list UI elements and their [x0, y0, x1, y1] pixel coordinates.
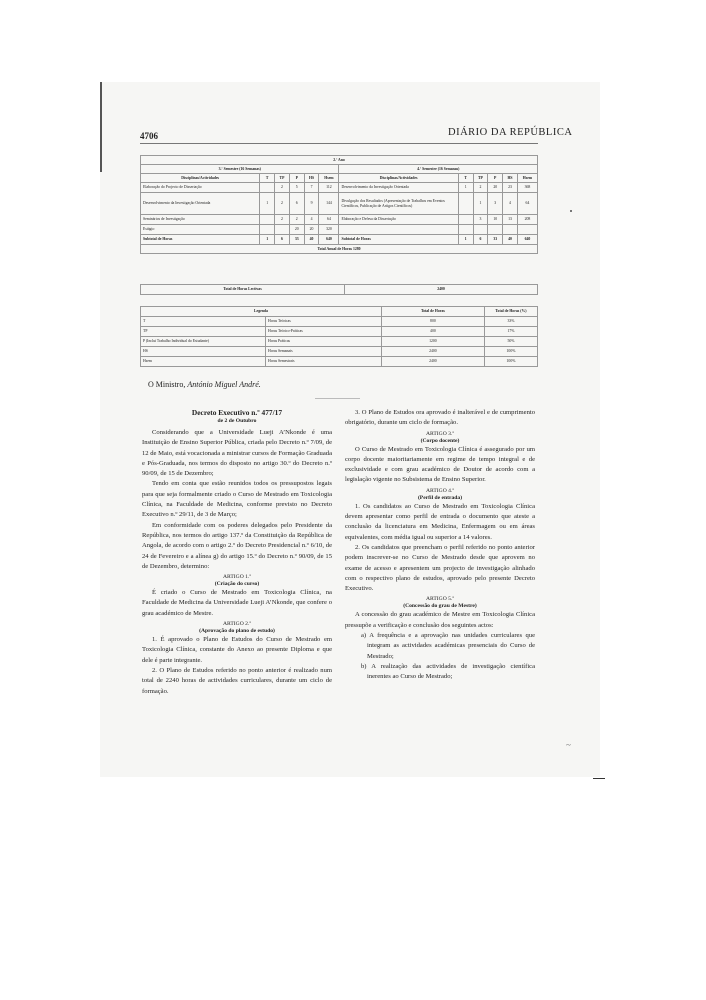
legend-desc: Horas Teóricas	[266, 317, 382, 327]
paragraph: 1. É aprovado o Plano de Estudos do Curso de Mestrado em Toxicologia Clínica, constante do Anexo ao presente Diploma e que dele é parte integrante.	[142, 636, 332, 664]
value-cell: 64	[517, 193, 537, 215]
value-cell: 5	[289, 183, 304, 193]
legend-header: Legenda	[141, 307, 382, 317]
col-header: Disciplinas/Actividades	[141, 174, 260, 183]
paragraph: 2. O Plano de Estudos referido no ponto anterior é realizado num total de 2240 horas de actividades curriculares, durante um ciclo de formação.	[142, 666, 332, 695]
value-cell: 40	[304, 235, 319, 245]
col-header: P	[289, 174, 304, 183]
legend-abbr: T	[141, 317, 266, 327]
discipline-cell: Elaboração do Projecto de Dissertação	[141, 183, 260, 193]
value-cell: 1	[260, 235, 275, 245]
paragraph: Em conformidade com os poderes delegados pelo Presidente da República, nos termos do artigo 137.º da Constituição da República de Angola, de acordo com o artigo 2.º do Decreto Presidencial n.º 6/10, de 24 de Fevereiro e a alínea g) do artigo 15.º do Decreto n.º 90/09, de 15 de Dezembro, determino:	[142, 521, 332, 570]
minister-signoff	[148, 380, 261, 389]
legend-table	[140, 306, 538, 367]
value-cell	[260, 225, 275, 235]
legend-abbr: Hsem	[141, 357, 266, 367]
article-title: (Criação do curso)	[214, 581, 260, 588]
value-cell: 3	[473, 215, 488, 225]
discipline-cell: Divulgação dos Resultados (Apresentação de Trabalhos em Eventos Científicos, Publicação de Artigos Científicos)	[339, 193, 458, 215]
col-header: HS	[304, 174, 319, 183]
article-label: ARTIGO 3.º	[425, 430, 455, 437]
value-cell	[458, 215, 473, 225]
value-cell: 2	[473, 183, 488, 193]
subtotal-label: Subtotal de Horas	[141, 235, 260, 245]
value-cell: 1	[473, 193, 488, 215]
legend-total: 2400	[381, 347, 484, 357]
value-cell	[458, 193, 473, 215]
article-label: ARTIGO 4.º	[425, 487, 455, 494]
legend-header: Total de Horas (%)	[484, 307, 537, 317]
value-cell: 10	[488, 215, 503, 225]
scan-speck: ~	[566, 740, 571, 750]
value-cell: 1	[458, 183, 473, 193]
subtotal-label: Subtotal de Horas	[339, 235, 458, 245]
value-cell: 6	[473, 235, 488, 245]
legend-desc: Horas Semanais	[266, 347, 382, 357]
value-cell: 112	[319, 183, 339, 193]
value-cell	[503, 225, 518, 235]
value-cell	[517, 225, 537, 235]
article-title: (Corpo docente)	[420, 437, 460, 444]
legend-desc: Horas Práticas	[266, 337, 382, 347]
legend-abbr: TP	[141, 327, 266, 337]
paragraph: A concessão do grau académico de Mestre em Toxicologia Clínica pressupõe a verificação e conclusão dos seguintes actos:	[345, 611, 535, 629]
value-cell: 4	[304, 215, 319, 225]
paragraph: O Curso de Mestrado em Toxicologia Clínica é assegurado por um corpo docente maioritariamente em regime de tempo integral e de exclusividade e com grau académico de Doutor de acordo com a legislação vigente no Subsistema de Ensino Superior.	[345, 445, 535, 484]
value-cell: 368	[517, 183, 537, 193]
decree-date: de 2 de Outubro	[217, 418, 257, 424]
legend-total: 1200	[381, 337, 484, 347]
value-cell: 2	[289, 215, 304, 225]
value-cell: 9	[304, 193, 319, 215]
semester-4-title: 4.º Semestre (16 Semanas)	[339, 165, 538, 174]
section-divider	[315, 398, 360, 399]
article-title: (Perfil de entrada)	[417, 494, 463, 501]
value-cell	[260, 183, 275, 193]
discipline-cell: Seminários de Investigação	[141, 215, 260, 225]
text-column-left	[142, 408, 332, 697]
article-title: (Concessão do grau de Mestre)	[403, 603, 477, 610]
discipline-cell: Desenvolvimento da Investigação Orientada	[141, 193, 260, 215]
legend-total: 2400	[381, 357, 484, 367]
value-cell: 13	[503, 215, 518, 225]
legend-abbr: P (Inclui Trabalho Individual do Estudante)	[141, 337, 266, 347]
journal-title: DIÁRIO DA REPÚBLICA	[448, 127, 573, 138]
col-header: Hsem	[319, 174, 339, 183]
paragraph: 3. O Plano de Estudos ora aprovado é inalterável e de cumprimento obrigatório, durante um ciclo de formação.	[345, 409, 535, 427]
value-cell	[473, 225, 488, 235]
total-hours-table	[140, 284, 538, 295]
col-header: T	[260, 174, 275, 183]
discipline-cell: Estágio	[141, 225, 260, 235]
value-cell: 20	[304, 225, 319, 235]
value-cell: 320	[319, 225, 339, 235]
legend-pct: 50%	[484, 337, 537, 347]
col-header: TP	[275, 174, 290, 183]
value-cell: 2	[275, 183, 290, 193]
value-cell: 4	[503, 193, 518, 215]
value-cell	[488, 225, 503, 235]
value-cell: 208	[517, 215, 537, 225]
legend-pct: 17%	[484, 327, 537, 337]
paragraph: É criado o Curso de Mestrado em Toxicologia Clínica, na Faculdade de Medicina da Universidade Lueji A’Nkonde, que confere o grau académico de Mestre.	[142, 589, 332, 617]
value-cell	[275, 225, 290, 235]
semester-3-title: 3.º Semestre (16 Semanas)	[141, 165, 339, 174]
text-column-right	[345, 408, 535, 683]
article-label: ARTIGO 1.º	[222, 574, 252, 581]
value-cell: 6	[289, 193, 304, 215]
value-cell	[458, 225, 473, 235]
value-cell: 2	[275, 193, 290, 215]
value-cell: 33	[488, 235, 503, 245]
annual-total: Total Anual de Horas 1280	[141, 245, 538, 254]
article-label: ARTIGO 2.º	[222, 621, 252, 628]
col-header: HS	[503, 174, 518, 183]
legend-header: Total de Horas	[381, 307, 484, 317]
minister-name: António Miguel André.	[187, 380, 261, 389]
paragraph: Tendo em conta que estão reunidos todos os pressupostos legais para que seja formalmente criado o Curso de Mestrado em Toxicologia Clínica, na Faculdade de Medicina, conforme previsto no Decreto Executivo n.º 29/11, de 3 de Março;	[142, 480, 332, 519]
value-cell: 64	[319, 215, 339, 225]
value-cell: 33	[289, 235, 304, 245]
discipline-cell: Desenvolvimento da Investigação Orientada	[339, 183, 458, 193]
legend-pct: 33%	[484, 317, 537, 327]
year-header: 2.º Ano	[141, 156, 538, 165]
value-cell: 20	[488, 183, 503, 193]
legend-total: 400	[381, 327, 484, 337]
list-item: b) A realização das actividades de investigação científica inerentes ao Curso de Mestrado;	[361, 662, 535, 681]
paragraph: Considerando que a Universidade Lueji A’Nkonde é uma Instituição de Ensino Superior Pública, criada pelo Decreto n.º 7/09, de 12 de Maio, está vocacionada a ministrar cursos de Formação Graduada e Pós-Graduada, nos termos do disposto no artigo 30.º do Decreto n.º 90/09, de 15 de Dezembro;	[142, 429, 332, 478]
value-cell	[260, 215, 275, 225]
col-header: P	[488, 174, 503, 183]
scan-speck	[570, 210, 572, 212]
value-cell: 3	[488, 193, 503, 215]
value-cell: 144	[319, 193, 339, 215]
value-cell: 640	[319, 235, 339, 245]
discipline-cell: Elaboração e Defesa da Dissertação	[339, 215, 458, 225]
decree-title: Decreto Executivo n.º 477/17	[191, 408, 283, 417]
col-header: T	[458, 174, 473, 183]
legend-total: 800	[381, 317, 484, 327]
article-title: (Aprovação do plano de estudo)	[199, 628, 275, 635]
legend-pct: 100%	[484, 357, 537, 367]
paragraph: 1. Os candidatos ao Curso de Mestrado em Toxicologia Clínica devem apresentar como perfil de entrada o documento que ateste a conclusão da licenciatura em Medicina, Enfermagem ou em áreas equivalentes, com média igual ou superior a 14 valores.	[345, 502, 535, 541]
legend-abbr: HS	[141, 347, 266, 357]
legend-pct: 100%	[484, 347, 537, 357]
value-cell: 20	[289, 225, 304, 235]
value-cell: 1	[260, 193, 275, 215]
header-rule	[140, 143, 538, 144]
scan-edge-mark	[593, 778, 605, 779]
value-cell: 6	[275, 235, 290, 245]
col-header: Disciplinas/Actividades	[339, 174, 458, 183]
total-hours-label: Total de Horas Lectivas	[141, 285, 345, 295]
list-item: a) A frequência e a aprovação nas unidades curriculares que integram as actividades académicas presenciais do Curso de Mestrado;	[361, 632, 535, 660]
discipline-cell	[339, 225, 458, 235]
page-number: 4706	[140, 131, 158, 141]
value-cell: 2	[275, 215, 290, 225]
curriculum-table	[140, 155, 538, 254]
col-header: TP	[473, 174, 488, 183]
total-hours-value: 2400	[345, 285, 538, 295]
col-header: Hsem	[517, 174, 537, 183]
value-cell: 40	[503, 235, 518, 245]
paragraph: 2. Os candidatos que preencham o perfil referido no ponto anterior podem inscrever-se no Curso de Mestrado desde que aprovem no exame de acesso e apresentem um projecto de investigação alinhado com o respectivo plano de estudos, aprovado pelo presente Decreto Executivo.	[345, 543, 535, 593]
legend-desc: Horas Teórico-Práticas	[266, 327, 382, 337]
scan-edge	[100, 82, 102, 172]
signoff-prefix: O Ministro,	[148, 380, 188, 389]
value-cell: 7	[304, 183, 319, 193]
value-cell: 1	[458, 235, 473, 245]
legend-desc: Horas Semestrais	[266, 357, 382, 367]
article-label: ARTIGO 5.º	[425, 596, 455, 603]
value-cell: 23	[503, 183, 518, 193]
value-cell: 640	[517, 235, 537, 245]
